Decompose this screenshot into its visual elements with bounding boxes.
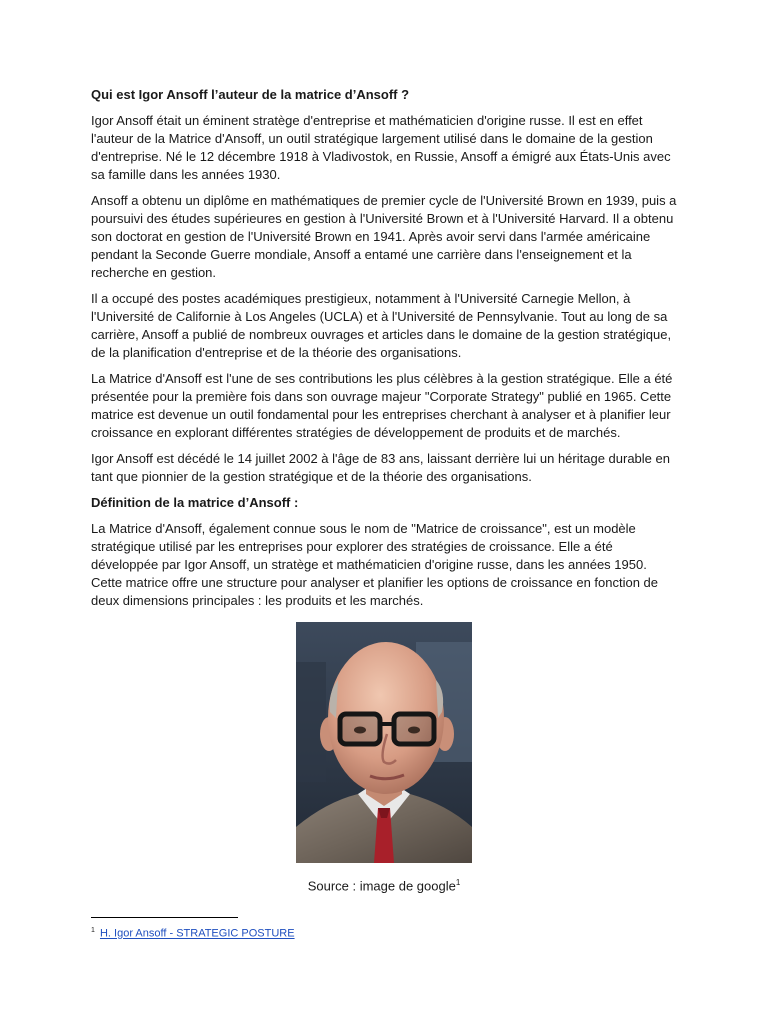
caption-text: Source : image de google — [307, 878, 456, 894]
footnote-link[interactable]: H. Igor Ansoff - STRATEGIC POSTURE — [99, 927, 295, 940]
document-body — [91, 86, 681, 618]
section-title-definition: Définition de la matrice d’Ansoff : — [91, 495, 299, 510]
footnote-separator — [91, 917, 238, 918]
footnote — [91, 922, 295, 943]
figure-caption — [220, 874, 548, 895]
section-title-who: Qui est Igor Ansoff l’auteur de la matrice d’Ansoff ? — [91, 87, 410, 102]
portrait-photo — [296, 622, 472, 863]
paragraph-career: Il a occupé des postes académiques prestigieux, notamment à l'Université Carnegie Mellon, à l'Université de Californie à Los Angeles (UCLA) et à l'Université de Pennsylvanie. Tout au long de sa carrière, Ansoff a publié de nombreux ouvrages et articles dans le domaine de la gestion stratégique, de la planification d'entreprise et de la théorie des organisations. — [91, 291, 672, 360]
footnote-number: 1 — [91, 927, 95, 934]
paragraph-intro: Igor Ansoff était un éminent stratège d'entreprise et mathématicien d'origine russe. Il est en effet l'auteur de la Matrice d'Ansoff, un outil stratégique largement utilisé dans le domaine de la gestion d'entreprise. Né le 12 décembre 1918 à Vladivostok, en Russie, Ansoff a émigré aux États-Unis avec sa famille dans les années 1930. — [91, 113, 671, 182]
portrait-illustration — [296, 622, 472, 863]
paragraph-matrix-history: La Matrice d'Ansoff est l'une de ses contributions les plus célèbres à la gestion stratégique. Elle a été présentée pour la première fois dans son ouvrage majeur "Corporate Strategy" publié en 1965. Cette matrice est devenue un outil fondamental pour les entreprises cherchant à analyser et à planifier leur croissance en explorant différentes stratégies de développement de produits et de marchés. — [91, 371, 673, 440]
paragraph-death: Igor Ansoff est décédé le 14 juillet 2002 à l'âge de 83 ans, laissant derrière lui un héritage durable en tant que pionnier de la gestion stratégique et de la théorie des organisations. — [91, 451, 670, 484]
caption-footnote-ref[interactable]: 1 — [455, 878, 461, 887]
paragraph-education: Ansoff a obtenu un diplôme en mathématiques de premier cycle de l'Université Brown en 1939, puis a poursuivi des études supérieures en gestion à l'Université Brown et à l'Université Harvard. Il a obtenu son doctorat en gestion de l'Université Brown en 1941. Après avoir servi dans l'armée américaine pendant la Seconde Guerre mondiale, Ansoff a entamé une carrière dans l'enseignement et la recherche en gestion. — [91, 193, 677, 280]
paragraph-definition: La Matrice d'Ansoff, également connue sous le nom de "Matrice de croissance", est un modèle stratégique utilisé par les entreprises pour explorer des stratégies de croissance. Elle a été développée par Igor Ansoff, un stratège et mathématicien d'origine russe, dans les années 1950. Cette matrice offre une structure pour analyser et planifier les options de croissance en fonction de deux dimensions principales : les produits et les marchés. — [91, 521, 659, 608]
